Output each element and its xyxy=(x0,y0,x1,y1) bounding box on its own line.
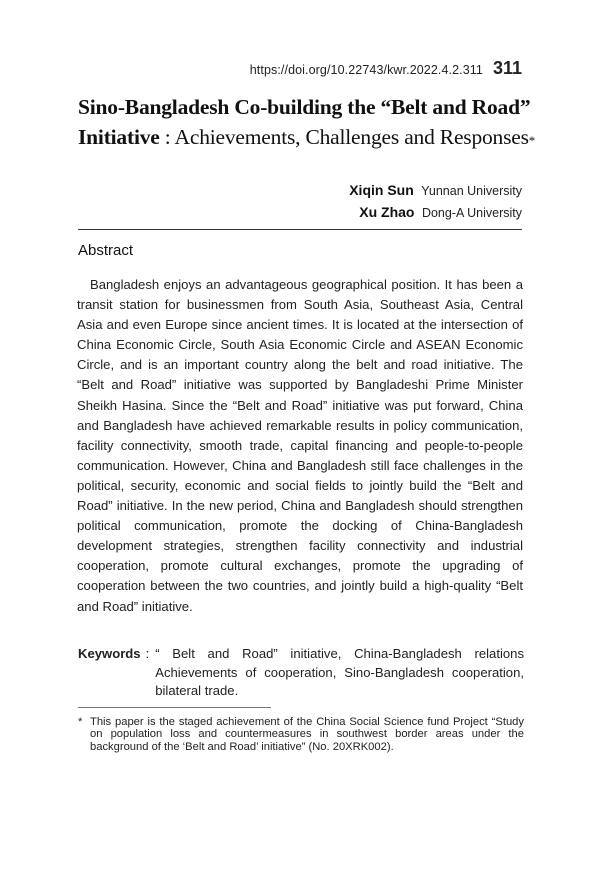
title-line-2-bold: Initiative xyxy=(78,125,160,149)
page-number: 311 xyxy=(492,58,522,78)
footnote-divider xyxy=(78,707,271,708)
running-header xyxy=(250,58,522,79)
author-name: Xiqin Sun xyxy=(349,182,414,198)
doi-link[interactable]: https://doi.org/10.22743/kwr.2022.4.2.311 xyxy=(249,63,483,77)
abstract-body: Bangladesh enjoys an advantageous geographical position. It has been a transit station for businessmen from South Asia, Southeast Asia, Central Asia and even Europe since ancient times. It is located at the intersection of China Economic Circle, South Asia Economic Circle and ASEAN Economic Circle, and is an important country along the belt and road initiative. The “Belt and Road” initiative was supported by Bangladeshi Prime Minister Sheikh Hasina. Since the “Belt and Road” initiative was put forward, China and Bangladesh have achieved remarkable results in policy communication, facility connectivity, smooth trade, capital financing and people-to-people communication. However, China and Bangladesh still face challenges in the political, security, economic and social fields to jointly build the “Belt and Road” initiative. In the new period, China and Bangladesh should strengthen political communication, promote the docking of China-Bangladesh development strategies, strengthen facility connectivity and industrial cooperation, promote cultural exchanges, promote the upgrading of cooperation between the two countries, and jointly build a high-quality “Belt and Road” initiative. xyxy=(77,277,523,614)
title-footnote-marker[interactable]: * xyxy=(528,133,536,148)
author-affiliation: Dong-A University xyxy=(421,206,522,220)
title-line-2 xyxy=(78,122,538,156)
footnote-text: This paper is the staged achievement of the China Social Science fund Project “Study on population loss and countermeasures in southwest border areas under the background of the ‘Belt and Road’ initiative” (No. 20XRK002). xyxy=(90,716,524,753)
author-entry xyxy=(349,202,522,224)
footnote-marker: * xyxy=(78,716,83,728)
section-divider xyxy=(78,229,522,230)
keywords-separator: : xyxy=(145,646,150,661)
abstract-heading: Abstract xyxy=(78,242,134,259)
author-block xyxy=(349,180,522,224)
keywords-text: “ Belt and Road” initiative, China-Bangladesh relations Achievements of cooperation, Sino-Bangladesh cooperation, bilateral trade. xyxy=(155,646,524,698)
author-entry xyxy=(349,180,522,202)
keywords-label: Keywords xyxy=(78,646,141,661)
title-line-1: Sino-Bangladesh Co-building the “Belt and Road” xyxy=(78,95,531,119)
keywords-block xyxy=(78,645,524,701)
author-affiliation: Yunnan University xyxy=(421,184,522,198)
title-line-2-rest: : Achievements, Challenges and Responses xyxy=(159,125,529,149)
footnote xyxy=(78,716,524,753)
author-name: Xu Zhao xyxy=(359,204,415,220)
paper-title xyxy=(78,92,538,156)
